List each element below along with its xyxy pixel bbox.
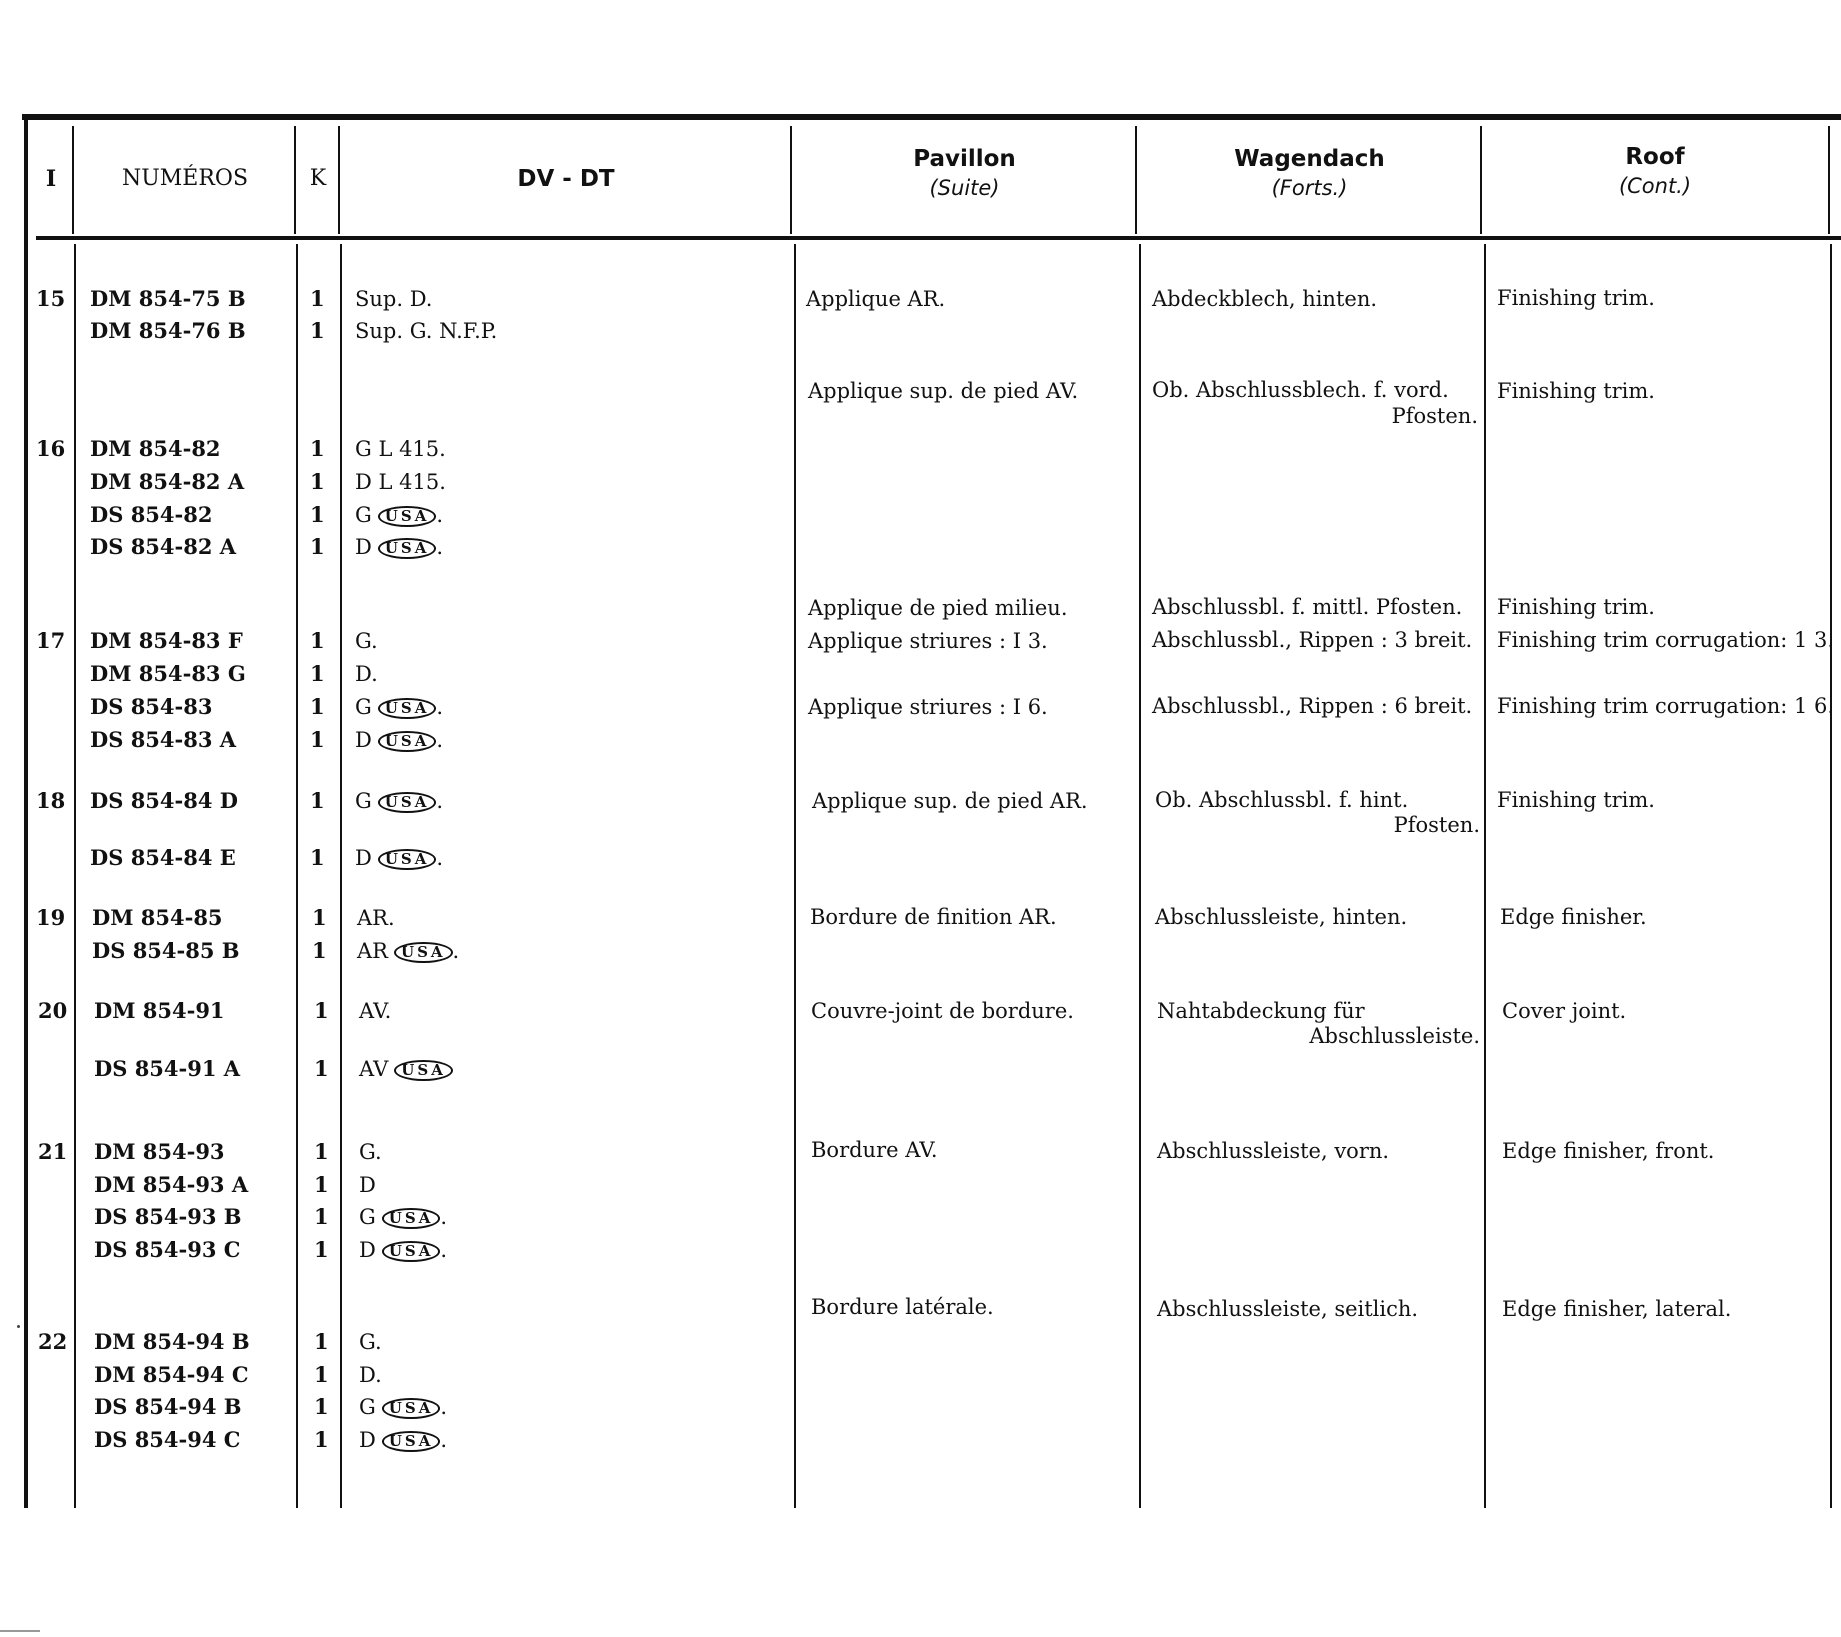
variant-suffix: . bbox=[440, 1238, 448, 1262]
part-variant bbox=[359, 1237, 447, 1263]
scan-edge-mark bbox=[0, 1630, 40, 1632]
desc-german: Abschlussleiste, hinten. bbox=[1155, 905, 1408, 929]
left-border bbox=[24, 118, 28, 1508]
part-quantity: 1 bbox=[314, 1139, 329, 1164]
header-french bbox=[792, 146, 1137, 200]
col-divider bbox=[340, 244, 342, 1508]
part-number: DS 854-82 A bbox=[90, 534, 237, 559]
part-number: DS 854-85 B bbox=[92, 938, 240, 963]
ref-number: 21 bbox=[38, 1139, 68, 1164]
variant-side: G bbox=[355, 503, 372, 527]
usa-badge: USA bbox=[378, 849, 437, 870]
part-number: DM 854-93 A bbox=[94, 1172, 249, 1197]
part-variant bbox=[355, 502, 443, 528]
usa-badge: USA bbox=[382, 1431, 441, 1452]
usa-badge: USA bbox=[382, 1398, 441, 1419]
desc-english: Finishing trim corrugation: 1 3. bbox=[1497, 628, 1835, 652]
part-number: DM 854-82 A bbox=[90, 469, 245, 494]
col-divider bbox=[296, 244, 298, 1508]
variant-side: D bbox=[359, 1428, 376, 1452]
part-number: DS 854-94 B bbox=[94, 1394, 242, 1419]
variant-side: G bbox=[359, 1205, 376, 1229]
desc-german: Ob. Abschlussblech. f. vord. bbox=[1152, 378, 1449, 402]
part-variant: AV. bbox=[359, 999, 392, 1023]
part-variant: D bbox=[359, 1173, 376, 1197]
part-variant bbox=[355, 534, 443, 560]
usa-badge: USA bbox=[382, 1241, 441, 1262]
usa-badge: USA bbox=[378, 792, 437, 813]
part-variant bbox=[355, 845, 443, 871]
usa-badge: USA bbox=[394, 942, 453, 963]
header-numbers: NUMÉROS bbox=[121, 166, 249, 191]
desc-german-continued: Pfosten. bbox=[1391, 404, 1478, 428]
variant-suffix: . bbox=[436, 695, 444, 719]
desc-english: Edge finisher, lateral. bbox=[1502, 1297, 1732, 1321]
ref-number: 18 bbox=[36, 788, 66, 813]
variant-suffix: . bbox=[436, 846, 444, 870]
ref-number: 16 bbox=[36, 436, 66, 461]
part-variant: G. bbox=[359, 1330, 382, 1354]
variant-side: G bbox=[355, 695, 372, 719]
part-quantity: 1 bbox=[314, 998, 329, 1023]
desc-english: Cover joint. bbox=[1502, 999, 1627, 1023]
header-french-title: Pavillon bbox=[913, 146, 1016, 172]
variant-suffix: . bbox=[436, 789, 444, 813]
header-dvdt bbox=[340, 166, 792, 192]
top-rule bbox=[22, 114, 1841, 120]
part-variant bbox=[359, 1056, 453, 1082]
variant-suffix: . bbox=[436, 728, 444, 752]
ref-number: 22 bbox=[38, 1329, 68, 1354]
part-variant bbox=[359, 1427, 447, 1453]
variant-side: AR bbox=[357, 939, 388, 963]
variant-side: AV bbox=[359, 1057, 389, 1081]
variant-side: D bbox=[355, 535, 372, 559]
desc-english: Edge finisher. bbox=[1500, 905, 1647, 929]
part-number: DM 854-91 bbox=[94, 998, 225, 1023]
part-quantity: 1 bbox=[314, 1056, 329, 1081]
desc-german-continued: Abschlussleiste. bbox=[1309, 1024, 1480, 1048]
part-number: DM 854-93 bbox=[94, 1139, 225, 1164]
desc-french: Applique sup. de pied AR. bbox=[812, 789, 1088, 813]
part-number: DM 854-75 B bbox=[90, 286, 246, 311]
ref-number: 20 bbox=[38, 998, 68, 1023]
header-english bbox=[1482, 144, 1828, 198]
part-quantity: 1 bbox=[314, 1329, 329, 1354]
part-number: DS 854-82 bbox=[90, 502, 213, 527]
part-quantity: 1 bbox=[310, 727, 325, 752]
part-number: DM 854-94 B bbox=[94, 1329, 250, 1354]
part-number: DS 854-94 C bbox=[94, 1427, 241, 1452]
part-quantity: 1 bbox=[314, 1394, 329, 1419]
part-variant: Sup. D. bbox=[355, 287, 433, 311]
col-divider bbox=[1830, 244, 1832, 1508]
desc-french: Couvre-joint de bordure. bbox=[811, 999, 1074, 1023]
part-quantity: 1 bbox=[310, 502, 325, 527]
desc-french: Applique AR. bbox=[806, 287, 946, 311]
part-quantity: 1 bbox=[310, 469, 325, 494]
part-quantity: 1 bbox=[310, 436, 325, 461]
desc-german: Abschlussbl. f. mittl. Pfosten. bbox=[1152, 595, 1463, 619]
variant-side: D bbox=[355, 728, 372, 752]
desc-english: Finishing trim. bbox=[1497, 379, 1655, 403]
ref-number: 15 bbox=[36, 286, 66, 311]
variant-suffix: . bbox=[440, 1428, 448, 1452]
desc-german: Abschlussleiste, seitlich. bbox=[1157, 1297, 1419, 1321]
part-quantity: 1 bbox=[310, 788, 325, 813]
part-number: DS 854-91 A bbox=[94, 1056, 241, 1081]
desc-french: Applique striures : I 3. bbox=[808, 629, 1048, 653]
desc-french: Bordure de finition AR. bbox=[810, 905, 1057, 929]
col-divider bbox=[794, 244, 796, 1508]
part-number: DM 854-83 G bbox=[90, 661, 246, 686]
part-variant: AR. bbox=[357, 906, 395, 930]
variant-side: D bbox=[355, 846, 372, 870]
part-quantity: 1 bbox=[310, 318, 325, 343]
desc-english: Finishing trim corrugation: 1 6. bbox=[1497, 694, 1835, 718]
header-english-subtitle: (Cont.) bbox=[1618, 174, 1692, 198]
part-number: DM 854-76 B bbox=[90, 318, 246, 343]
part-quantity: 1 bbox=[312, 905, 327, 930]
desc-english: Finishing trim. bbox=[1497, 788, 1655, 812]
part-quantity: 1 bbox=[310, 286, 325, 311]
usa-badge: USA bbox=[394, 1060, 453, 1081]
part-number: DS 854-83 A bbox=[90, 727, 237, 752]
part-number: DS 854-93 C bbox=[94, 1237, 241, 1262]
part-variant bbox=[357, 938, 459, 964]
part-number: DM 854-83 F bbox=[90, 628, 243, 653]
usa-badge: USA bbox=[378, 538, 437, 559]
ref-number: 17 bbox=[36, 628, 66, 653]
desc-french: Applique de pied milieu. bbox=[808, 596, 1068, 620]
part-variant bbox=[359, 1394, 447, 1420]
part-quantity: 1 bbox=[310, 628, 325, 653]
part-number: DS 854-93 B bbox=[94, 1204, 242, 1229]
variant-suffix: . bbox=[436, 503, 444, 527]
header-german-subtitle: (Forts.) bbox=[1271, 176, 1348, 200]
variant-side: D bbox=[359, 1238, 376, 1262]
header-german-title: Wagendach bbox=[1234, 146, 1385, 172]
header-french-subtitle: (Suite) bbox=[929, 176, 1000, 200]
part-variant: G. bbox=[355, 629, 378, 653]
variant-side: G bbox=[355, 789, 372, 813]
desc-english: Finishing trim. bbox=[1497, 286, 1655, 310]
header-english-title: Roof bbox=[1625, 144, 1685, 170]
variant-suffix: . bbox=[436, 535, 444, 559]
header-separator-rule bbox=[36, 236, 1841, 240]
part-variant bbox=[359, 1204, 447, 1230]
desc-english: Edge finisher, front. bbox=[1502, 1139, 1715, 1163]
header-index: I bbox=[45, 166, 57, 192]
part-quantity: 1 bbox=[314, 1237, 329, 1262]
header-quantity: K bbox=[309, 166, 327, 191]
part-quantity: 1 bbox=[310, 534, 325, 559]
part-variant: D L 415. bbox=[355, 470, 446, 494]
part-variant: D. bbox=[359, 1363, 382, 1387]
part-number: DM 854-82 bbox=[90, 436, 221, 461]
desc-german: Abdeckblech, hinten. bbox=[1152, 287, 1378, 311]
part-number: DM 854-85 bbox=[92, 905, 223, 930]
part-quantity: 1 bbox=[310, 845, 325, 870]
desc-german: Abschlussbl., Rippen : 6 breit. bbox=[1152, 694, 1473, 718]
part-quantity: 1 bbox=[310, 694, 325, 719]
desc-german: Nahtabdeckung für bbox=[1157, 999, 1365, 1023]
desc-french: Bordure AV. bbox=[811, 1138, 938, 1162]
part-quantity: 1 bbox=[314, 1204, 329, 1229]
part-quantity: 1 bbox=[314, 1172, 329, 1197]
part-quantity: 1 bbox=[314, 1427, 329, 1452]
desc-french: Bordure latérale. bbox=[811, 1295, 994, 1319]
variant-suffix: . bbox=[440, 1205, 448, 1229]
usa-badge: USA bbox=[382, 1208, 441, 1229]
part-variant bbox=[355, 788, 443, 814]
usa-badge: USA bbox=[378, 698, 437, 719]
part-quantity: 1 bbox=[310, 661, 325, 686]
header-german bbox=[1137, 146, 1482, 200]
part-quantity: 1 bbox=[312, 938, 327, 963]
col-divider bbox=[1484, 244, 1486, 1508]
variant-side: G bbox=[359, 1395, 376, 1419]
desc-german: Abschlussbl., Rippen : 3 breit. bbox=[1152, 628, 1473, 652]
part-variant bbox=[355, 694, 443, 720]
usa-badge: USA bbox=[378, 731, 437, 752]
ref-number: 19 bbox=[36, 905, 66, 930]
desc-german: Abschlussleiste, vorn. bbox=[1157, 1139, 1390, 1163]
part-variant: D. bbox=[355, 662, 378, 686]
desc-french: Applique striures : I 6. bbox=[808, 695, 1048, 719]
part-variant bbox=[355, 727, 443, 753]
part-quantity: 1 bbox=[314, 1362, 329, 1387]
desc-english: Finishing trim. bbox=[1497, 595, 1655, 619]
part-number: DM 854-94 C bbox=[94, 1362, 249, 1387]
variant-suffix: . bbox=[440, 1395, 448, 1419]
part-number: DS 854-83 bbox=[90, 694, 213, 719]
part-variant: G. bbox=[359, 1140, 382, 1164]
part-number: DS 854-84 D bbox=[90, 788, 238, 813]
desc-french: Applique sup. de pied AV. bbox=[808, 379, 1079, 403]
col-divider bbox=[1828, 126, 1830, 234]
part-number: DS 854-84 E bbox=[90, 845, 236, 870]
part-variant: G L 415. bbox=[355, 437, 446, 461]
col-divider bbox=[74, 244, 76, 1508]
header-dvdt-label: DV - DT bbox=[517, 166, 615, 192]
part-variant: Sup. G. N.F.P. bbox=[355, 319, 498, 343]
desc-german-continued: Pfosten. bbox=[1393, 813, 1480, 837]
col-divider bbox=[1139, 244, 1141, 1508]
variant-suffix: . bbox=[452, 939, 460, 963]
scan-speck bbox=[17, 1325, 20, 1328]
desc-german: Ob. Abschlussbl. f. hint. bbox=[1155, 788, 1409, 812]
usa-badge: USA bbox=[378, 506, 437, 527]
